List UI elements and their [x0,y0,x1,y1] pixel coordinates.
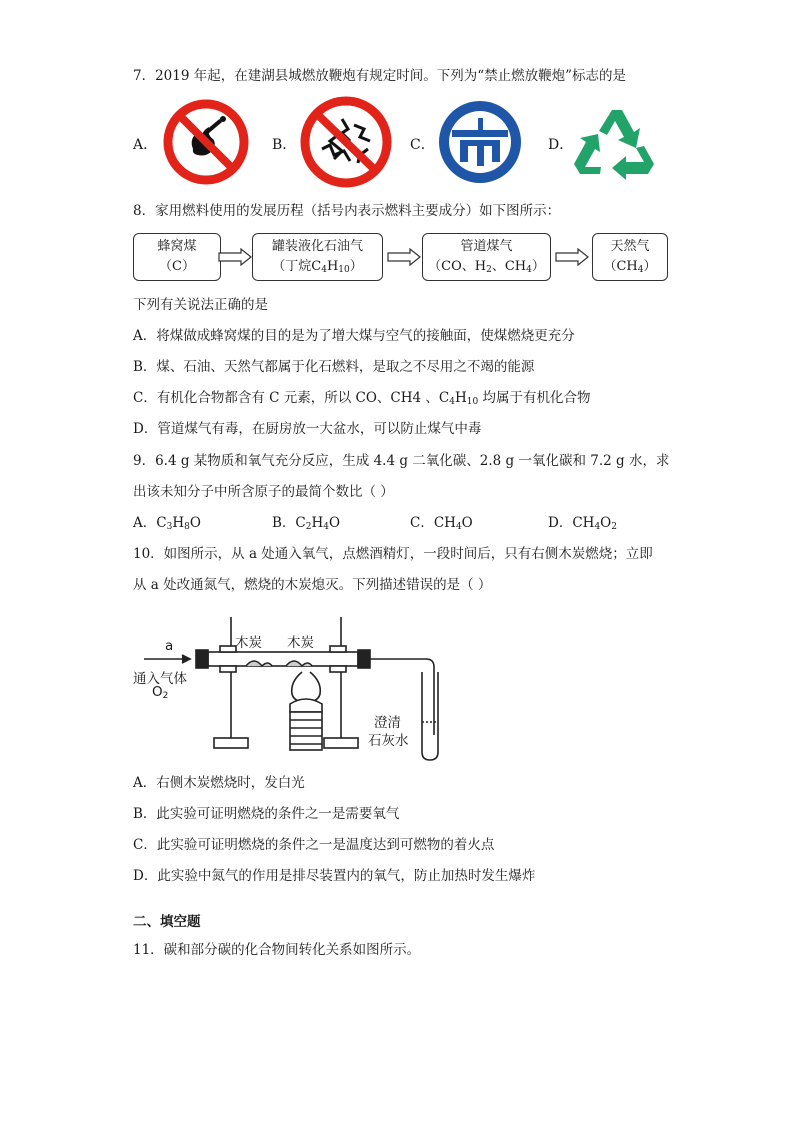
section-fill-in-title: 二、填空题 [133,914,201,930]
no-firecrackers-sign-icon [298,95,394,189]
q8-option-d: D．管道煤气有毒，在厨房放一大盆水，可以防止煤气中毒 [133,421,482,437]
q8-stem: 8．家用燃料使用的发展历程（括号内表示燃料主要成分）如下图所示： [133,203,561,219]
flow-box-honeycomb-coal [133,233,221,281]
flow-arrow-icon [218,248,252,266]
flow-formula: （C） [159,259,195,274]
flow-name: 天然气 [610,239,650,254]
q8-option-b: B．煤、石油、天然气都属于化石燃料，是取之不尽用之不竭的能源 [133,359,535,375]
flow-formula: $(CH_4)$ [603,259,657,275]
flow-formula: （丁烷$C_4H_{10}$） [272,259,363,275]
q10-stem-line1: 10．如图所示，从 a 处通入氧气，点燃酒精灯，一段时间后，只有右侧木炭燃烧；立即 [133,546,653,562]
water-saving-sign-icon [438,100,522,184]
flow-name: 管道煤气 [460,239,513,254]
q7-option-b-letter: B． [272,137,297,153]
label-charcoal-left: 木炭 [235,635,262,651]
q10-stem-line2: 从 a 处改通氮气，燃烧的木炭熄灭。下列描述错误的是（ ） [133,577,492,593]
q8-option-a: A．将煤做成蜂窝煤的目的是为了增大煤与空气的接触面，使煤燃烧更充分 [133,328,575,344]
q9-option-d: D．$CH_4O_2$ [548,515,617,532]
label-charcoal-right: 木炭 [287,635,314,651]
q10-option-c: C．此实验可证明燃烧的条件之一是温度达到可燃物的着火点 [133,837,495,853]
q7-stem: 7．2019 年起，在建湖县城燃放鞭炮有规定时间。下列为“禁止燃放鞭炮”标志的是 [133,68,627,84]
q9-option-b: B．$C_2H_4O$ [272,515,341,532]
no-lighting-fire-sign-icon [163,97,249,187]
label-o2: $O_2$ [152,684,169,701]
flow-name: 罐装液化石油气 [271,239,363,254]
recycling-sign-icon [572,104,662,184]
label-a: a [165,638,174,654]
flow-box-pipeline-gas [422,233,551,281]
q9-stem-line2: 出该未知分子中所含原子的最简个数比（ ） [133,484,394,500]
q9-option-a: A．$C_3H_8O$ [133,515,201,532]
q11-stem: 11．碳和部分碳的化合物间转化关系如图所示。 [133,942,421,958]
flow-arrow-icon [555,248,589,266]
q9-option-c: C．$CH_4O$ [410,515,473,532]
flow-box-lpg [252,233,383,281]
flow-box-natural-gas [592,233,668,281]
label-limewater-2: 石灰水 [368,733,409,749]
q8-option-c: C．有机化合物都含有 C 元素，所以 CO、CH4 、$C_4H_{10}$ 均属于有机化合物 [133,390,591,407]
q10-option-a: A．右侧木炭燃烧时，发白光 [133,775,305,791]
flow-arrow-icon [387,248,421,266]
q7-option-a-letter: A． [133,137,158,153]
q8-prompt: 下列有关说法正确的是 [133,297,268,313]
flow-name: 蜂窝煤 [157,239,197,254]
flow-formula: （CO、$H_2$、$CH_4$） [428,259,545,275]
q7-option-d-letter: D． [548,137,574,153]
q10-option-b: B．此实验可证明燃烧的条件之一是需要氧气 [133,806,400,822]
q9-stem-line1: 9．6.4 g 某物质和氧气充分反应，生成 4.4 g 二氧化碳、2.8 g 一氧化碳和 7.2 g 水，求 [133,453,670,469]
q10-option-d: D．此实验中氮气的作用是排尽装置内的氧气，防止加热时发生爆炸 [133,868,536,884]
label-limewater-1: 澄清 [374,715,401,731]
label-inlet-gas: 通入气体 [133,671,187,687]
q7-option-c-letter: C． [410,137,435,153]
